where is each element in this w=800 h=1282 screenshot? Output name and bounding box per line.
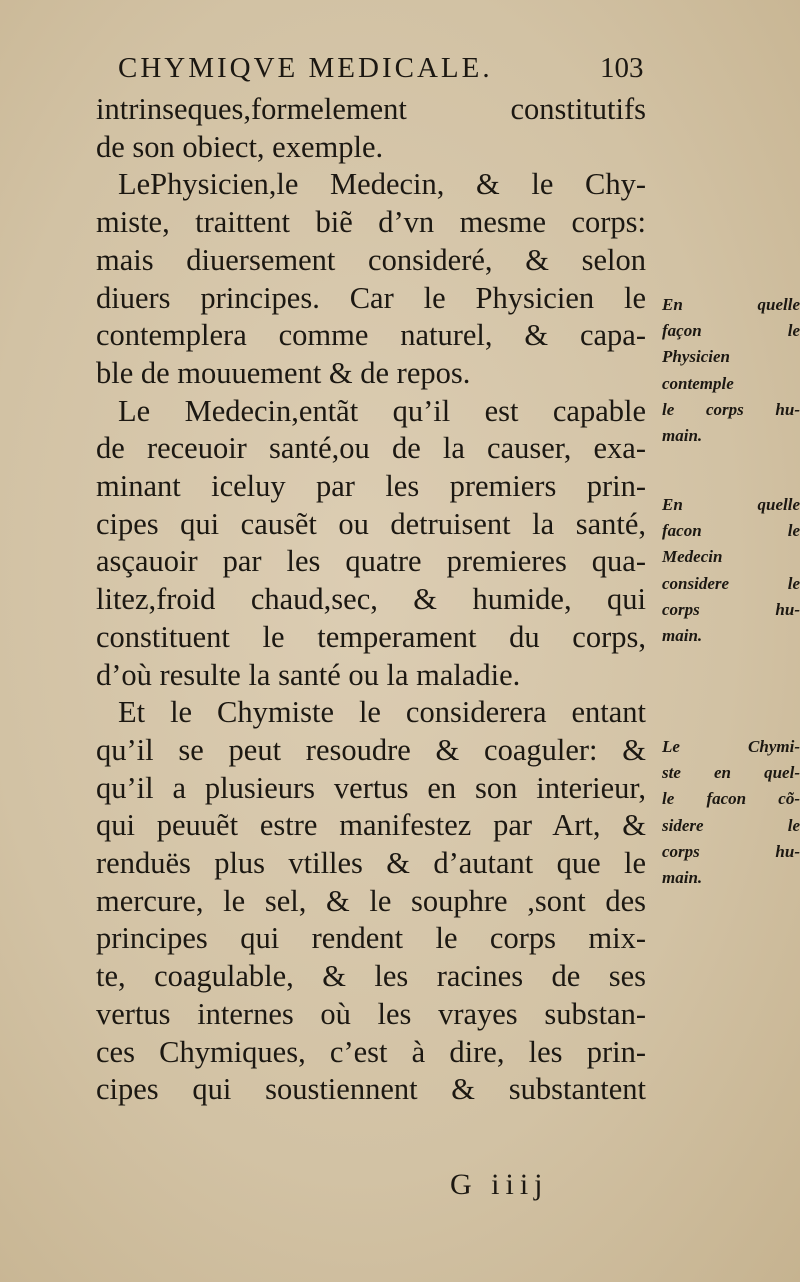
text-line: ble de mouuement & de repos. (96, 355, 471, 390)
margin-note-line: main. (662, 868, 703, 887)
running-title: CHYMIQVE MEDICALE. (118, 52, 493, 84)
text-line: minant iceluy par les premiers prin- (96, 469, 646, 503)
margin-note-line: le corps hu- (662, 399, 800, 419)
margin-note-line: corps hu- (662, 599, 800, 619)
text-line: diuers principes. Car le Physicien le (96, 280, 646, 315)
text-line: qu’il se peut resoudre & coaguler: & (96, 732, 646, 767)
margin-note-line: sidere le (662, 815, 800, 835)
text-line: miste, traittent biẽ d’vn mesme corps: (96, 205, 646, 240)
text-line: Le Medecin,entãt qu’il est capable (118, 393, 646, 428)
margin-note-line: corps hu- (662, 841, 800, 861)
margin-note-line: contemple (662, 373, 734, 393)
text-line: te, coagulable, & les racines de ses (96, 959, 646, 994)
text-line: de receuoir santé,ou de la causer, exa- (96, 431, 646, 466)
text-line: renduës plus vtilles & d’autant que le (96, 846, 646, 880)
text-line: de son obiect, exemple. (96, 129, 384, 164)
text-line: mais diuersement consideré, & selon (96, 242, 646, 277)
running-header (118, 52, 658, 92)
margin-note-line: En quelle (662, 495, 800, 514)
text-line: ces Chymiques, c’est à dire, les prin- (96, 1034, 646, 1069)
text-line: mercure, le sel, & le souphre ,sont des (96, 883, 646, 918)
text-line: qui peuuẽt estre manifestez par Art, & (96, 808, 646, 843)
text-line: d’où resulte la santé ou la maladie. (96, 657, 521, 692)
text-line: Et le Chymiste le considerera entant (118, 695, 646, 730)
text-line: constituent le temperament du corps, (96, 619, 646, 654)
margin-note-line: ste en quel- (662, 763, 800, 783)
margin-note-line: Medecin (662, 547, 723, 567)
text-line: cipes qui causẽt ou detruisent la santé, (96, 506, 646, 541)
text-line: cipes qui soustiennent & substantent (96, 1072, 646, 1107)
text-line: asçauoir par les quatre premieres qua- (96, 544, 646, 579)
margin-note-line: le facon cõ- (662, 789, 800, 809)
margin-note-line: Physicien (662, 347, 730, 367)
signature-mark: G iiij (450, 1168, 549, 1201)
text-line: litez,froid chaud,sec, & humide, qui (96, 582, 646, 617)
text-line: intrinseques,formelement constitutifs (96, 92, 646, 126)
margin-note-line: main. (662, 626, 703, 645)
margin-note-line: Le Chymi- (662, 737, 800, 756)
text-line: LePhysicien,le Medecin, & le Chy- (118, 167, 646, 202)
text-line: vertus internes où les vrayes substan- (96, 996, 646, 1031)
text-line: contemplera comme naturel, & capa- (96, 318, 646, 353)
text-line: principes qui rendent le corps mix- (96, 921, 646, 956)
text-line: qu’il a plusieurs vertus en son interieur, (96, 770, 646, 805)
margin-note-line: façon le (662, 321, 800, 341)
margin-note-line: facon le (662, 521, 800, 541)
margin-note-line: En quelle (662, 295, 800, 314)
page-number: 103 (600, 52, 644, 84)
margin-note-line: main. (662, 426, 703, 445)
margin-note-line: considere le (662, 573, 800, 593)
